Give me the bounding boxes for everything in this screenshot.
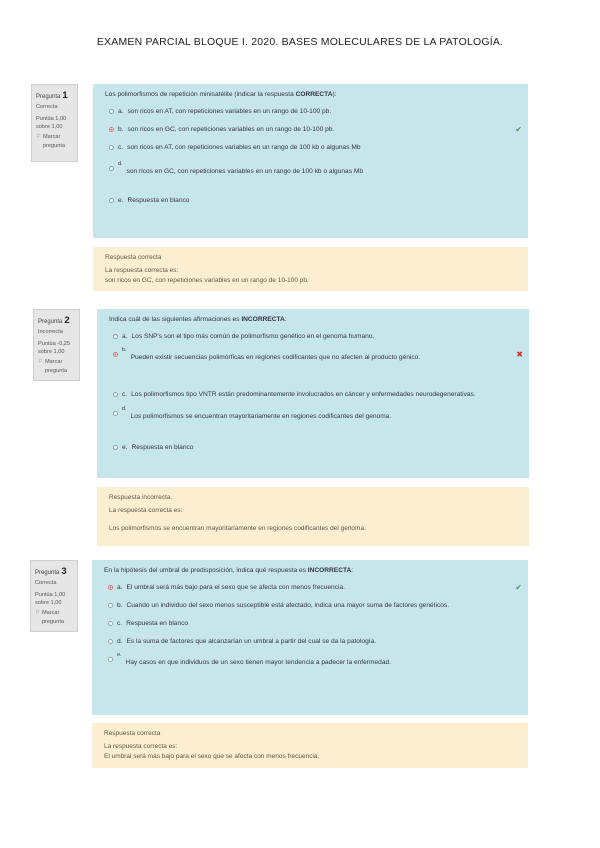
- answer-option-b[interactable]: b. Pueden existir secuencias polimórficas en regiones codificantes que no afecten al producto génico. ✖: [113, 351, 517, 361]
- radio-button[interactable]: [113, 392, 118, 397]
- question-state: Incorrecta: [38, 329, 63, 336]
- question-box-1: [93, 84, 528, 238]
- check-icon: ✔: [515, 125, 522, 134]
- answer-option-c[interactable]: c. Respuesta en blanco: [108, 620, 516, 627]
- answer-option-d[interactable]: d. Los polimorfismos se encuentran mayoritariamente en regiones codificantes del genoma.: [113, 410, 517, 420]
- answer-option-b[interactable]: b. son ricos en GC, con repeticiones variables en un rango de 10-100 pb. ✔: [109, 126, 516, 133]
- radio-button[interactable]: [108, 639, 113, 644]
- radio-button-selected[interactable]: [109, 127, 114, 132]
- question-score: Puntúa 1,00 sobre 1,00: [36, 115, 67, 131]
- flag-question-link[interactable]: ⚐ Marcar pregunta: [38, 359, 68, 374]
- feedback-title: Respuesta incorrecta.: [109, 494, 173, 501]
- radio-button[interactable]: [108, 621, 113, 626]
- question-box-3: [92, 560, 528, 715]
- answer-option-e[interactable]: e. Respuesta en blanco: [109, 197, 516, 204]
- feedback-box-2: [97, 487, 529, 546]
- question-state: Correcta: [35, 580, 57, 587]
- flag-icon: ⚐: [35, 610, 40, 617]
- feedback-box-3: [92, 723, 528, 768]
- feedback-box-1: [93, 247, 528, 291]
- feedback-lead: La respuesta correcta es:: [109, 507, 183, 515]
- question-info-1: [31, 84, 78, 162]
- feedback-answer: Los polimorfismos se encuentran mayoritariamente en regiones codificantes del genoma.: [109, 525, 366, 533]
- question-label: Pregunta 3: [35, 566, 67, 577]
- radio-button-selected[interactable]: [113, 352, 118, 357]
- radio-button[interactable]: [109, 109, 114, 114]
- question-text: Indica cuál de las siguientes afirmaciones es INCORRECTA:: [109, 316, 287, 323]
- radio-button-selected[interactable]: [108, 585, 113, 590]
- answer-option-a[interactable]: a. El umbral será más bajo para el sexo que se afecta con menos frecuencia. ✔: [108, 584, 516, 591]
- radio-button[interactable]: [113, 445, 118, 450]
- answer-option-e[interactable]: e. Respuesta en blanco: [113, 444, 517, 451]
- question-info-3: [30, 560, 78, 632]
- flag-question-link[interactable]: ⚐ Marcar pregunta: [35, 610, 65, 625]
- question-label: Pregunta 1: [36, 90, 68, 101]
- question-score: Puntúa -0,25 sobre 1,00: [38, 340, 71, 356]
- question-number: 1: [62, 90, 68, 101]
- radio-button[interactable]: [113, 411, 118, 416]
- radio-button[interactable]: [109, 166, 114, 171]
- feedback-answer: El umbral será más bajo para el sexo que se afecta con menos frecuencia.: [104, 753, 320, 761]
- question-info-2: [33, 309, 80, 381]
- flag-question-link[interactable]: ⚐ Marcar pregunta: [36, 134, 66, 149]
- feedback-lead: La respuesta correcta es:: [105, 267, 179, 275]
- feedback-title: Respuesta correcta: [105, 254, 162, 261]
- page-title: EXAMEN PARCIAL BLOQUE I. 2020. BASES MOLECULARES DE LA PATOLOGÍA.: [96, 36, 504, 48]
- answer-option-d[interactable]: d. son ricos en GC, con repeticiones variables en un rango de 100 kb o algunas Mb: [109, 165, 516, 175]
- feedback-answer: son ricos en GC, con repeticiones variables en un rango de 10-100 pb.: [105, 277, 309, 285]
- question-score: Puntúa 1,00 sobre 1,00: [35, 591, 66, 607]
- flag-icon: ⚐: [38, 359, 43, 366]
- cross-icon: ✖: [516, 350, 523, 359]
- question-box-2: [97, 309, 529, 478]
- answer-option-b[interactable]: b. Cuando un individuo del sexo menos susceptible está afectado, indica una mayor suma de factores genéticos.: [108, 602, 516, 609]
- feedback-title: Respuesta correcta: [104, 730, 161, 737]
- feedback-lead: La respuesta correcta es:: [104, 743, 178, 751]
- radio-button[interactable]: [109, 198, 114, 203]
- answer-option-a[interactable]: a. Los SNP's son el tipo más común de polimorfismo genético en el genoma humano.: [113, 333, 517, 340]
- flag-icon: ⚐: [36, 134, 41, 141]
- question-text: Los polimorfismos de repetición minisatélite (indicar la respuesta CORRECTA):: [105, 91, 337, 98]
- question-number: 2: [64, 315, 70, 326]
- radio-button[interactable]: [113, 334, 118, 339]
- radio-button[interactable]: [108, 603, 113, 608]
- question-text: En la hipótesis del umbral de predisposición, indica qué respuesta es INCORRECTA:: [104, 567, 354, 574]
- answer-option-e[interactable]: e. Hay casos en que individuos de un sexo tienen mayor tendencia a padecer la enfermedad.: [108, 656, 516, 666]
- question-label: Pregunta 2: [38, 315, 70, 326]
- radio-button[interactable]: [109, 145, 114, 150]
- answer-option-c[interactable]: c. son ricos en AT, con repeticiones variables en un rango de 100 kb o algunas Mb: [109, 144, 516, 151]
- question-state: Correcta: [36, 104, 58, 111]
- answer-option-a[interactable]: a. son ricos en AT, con repeticiones variables en un rango de 10-100 pb.: [109, 108, 516, 115]
- question-number: 3: [61, 566, 67, 577]
- radio-button[interactable]: [108, 657, 113, 662]
- check-icon: ✔: [515, 583, 522, 592]
- answer-option-c[interactable]: c. Los polimorfismos tipo VNTR están predominantemente involucrados en cáncer y enfermedades neurodegenerativas.: [113, 391, 517, 398]
- answer-option-d[interactable]: d. Es la suma de factores que alcanzarían un umbral a partir del cual se da la patología.: [108, 638, 516, 645]
